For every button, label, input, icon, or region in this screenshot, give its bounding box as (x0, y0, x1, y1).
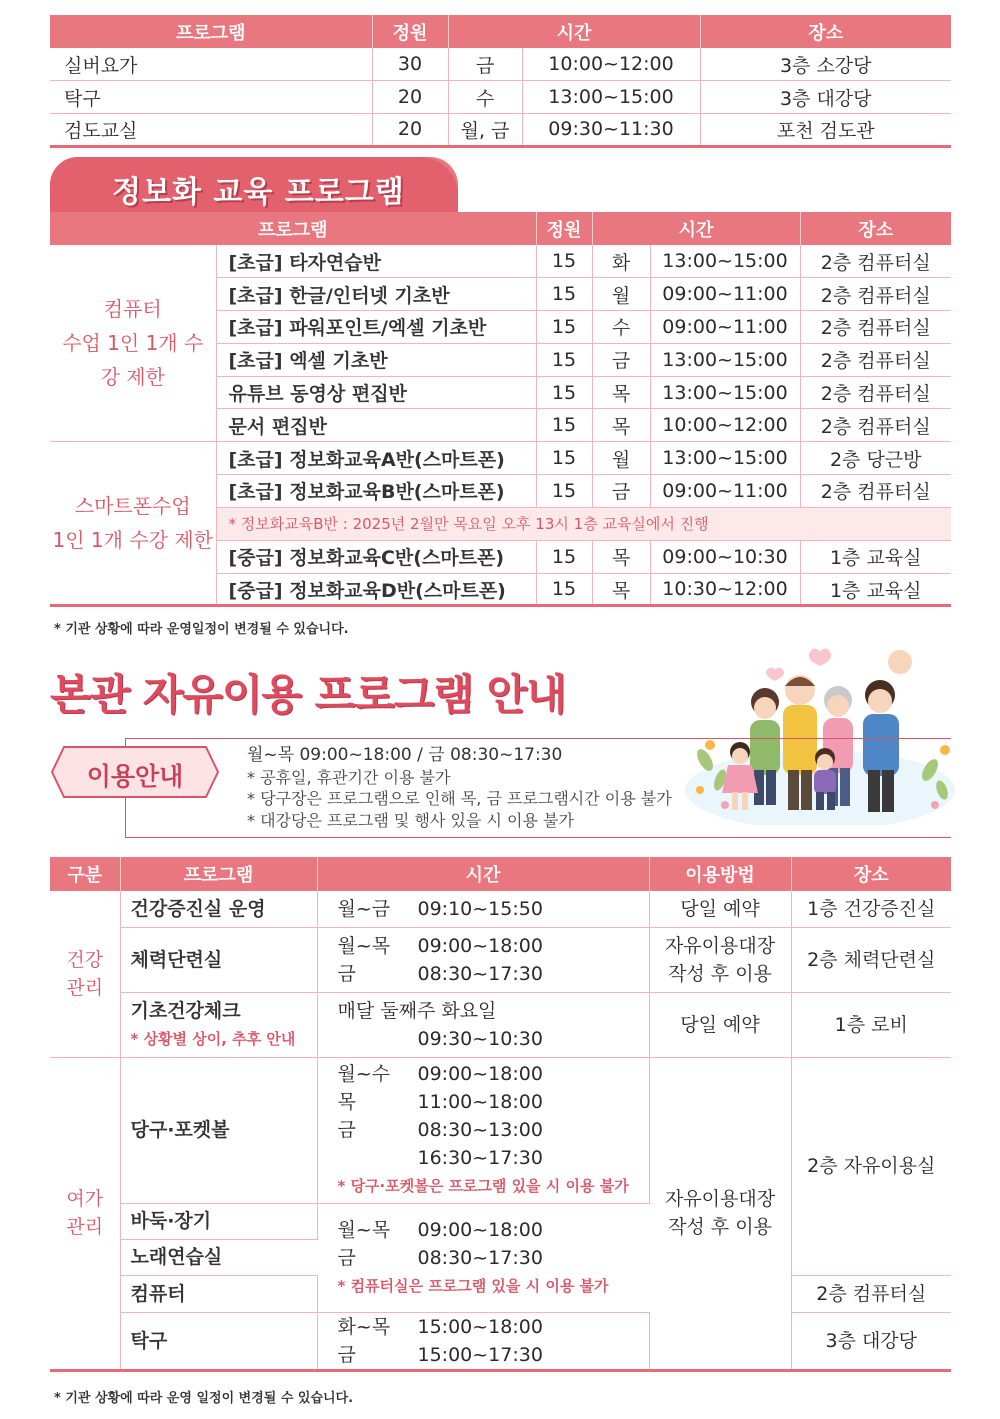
program-cell (120, 992, 317, 1057)
col-program: 프로그램 (50, 212, 536, 245)
usage-note: * 대강당은 프로그램 및 행사 있을 시 이용 불가 (247, 810, 574, 830)
program-name: [초급] 정보화교육B반(스마트폰) (216, 475, 536, 508)
section-tab (50, 157, 458, 212)
usage-note: * 공휴일, 휴관기간 이용 불가 (247, 767, 451, 787)
silver-program-table (50, 15, 951, 148)
time: 09:00~18:00 (417, 934, 543, 957)
time: 08:30~17:30 (417, 962, 543, 985)
day: 수 (592, 311, 650, 344)
day: 월~목 (337, 934, 391, 957)
program-name: [초급] 타자연습반 (216, 245, 536, 278)
day: 수 (448, 81, 522, 114)
place: 3층 대강당 (791, 1312, 951, 1370)
capacity: 15 (536, 343, 592, 376)
program-name: 바둑·장기 (120, 1203, 317, 1239)
col-place: 장소 (800, 212, 951, 245)
day: 목 (592, 573, 650, 606)
capacity: 15 (536, 540, 592, 573)
day: 월 (592, 278, 650, 311)
col-place: 장소 (791, 857, 951, 891)
day: 목 (337, 1091, 356, 1113)
place: 1층 건강증진실 (791, 891, 951, 927)
time-cell (317, 1312, 649, 1370)
free-use-program-table (50, 857, 951, 1372)
program-name: 탁구 (50, 81, 372, 114)
col-program: 프로그램 (50, 15, 372, 48)
day: 월~목 (337, 1218, 391, 1241)
place: 1층 로비 (791, 992, 951, 1057)
time: 13:00~15:00 (650, 245, 800, 278)
place: 2층 컴퓨터실 (800, 278, 951, 311)
time: 08:30~17:30 (417, 1246, 543, 1269)
time: 09:00~11:00 (650, 311, 800, 344)
col-time: 시간 (317, 857, 649, 891)
time: 15:00~18:00 (417, 1315, 543, 1338)
day: 화~목 (337, 1315, 391, 1338)
col-time: 시간 (592, 212, 800, 245)
day: 금 (448, 48, 522, 81)
group-computer: 컴퓨터 수업 1인 1개 수 강 제한 (50, 245, 216, 442)
program-name: 건강증진실 운영 (120, 891, 317, 927)
table-row (50, 891, 951, 927)
time: 09:00~10:30 (650, 540, 800, 573)
place: 2층 당근방 (800, 442, 951, 475)
table-row (50, 927, 951, 992)
day: 목 (592, 540, 650, 573)
table-row (50, 1057, 951, 1203)
table-row (50, 113, 951, 146)
method: 당일 예약 (649, 891, 791, 927)
time: 09:00~11:00 (650, 475, 800, 508)
usage-note: * 당구장은 프로그램으로 인해 목, 금 프로그램시간 이용 불가 (247, 789, 672, 808)
time-note: * 컴퓨터실은 프로그램 있을 시 이용 불가 (337, 1276, 609, 1295)
time: 09:30~11:30 (522, 113, 700, 146)
program-name: [초급] 파워포인트/엑셀 기초반 (216, 311, 536, 344)
table-row (50, 442, 951, 475)
table-header (50, 212, 951, 245)
time-cell (317, 992, 649, 1057)
method: 자유이용대장 작성 후 이용 (649, 1057, 791, 1370)
day: 금 (337, 962, 356, 985)
program-name: [초급] 한글/인터넷 기초반 (216, 278, 536, 311)
day: 금 (592, 475, 650, 508)
program-name: [중급] 정보화교육D반(스마트폰) (216, 573, 536, 606)
capacity: 15 (536, 442, 592, 475)
usage-badge (50, 745, 220, 799)
day: 월~수 (337, 1063, 391, 1085)
capacity: 15 (536, 573, 592, 606)
group-smartphone: 스마트폰수업 1인 1개 수강 제한 (50, 442, 216, 606)
program-name: 노래연습실 (120, 1239, 317, 1275)
program-name: 기초건강체크 (130, 999, 241, 1022)
method: 자유이용대장 작성 후 이용 (649, 927, 791, 992)
col-category: 구분 (50, 857, 120, 891)
day: 화 (592, 245, 650, 278)
time-text: 매달 둘째주 화요일 (337, 999, 497, 1022)
time: 16:30~17:30 (417, 1147, 543, 1169)
footnote: * 기관 상황에 따라 운영일정이 변경될 수 있습니다. (54, 622, 349, 637)
place: 3층 소강당 (700, 48, 951, 81)
place: 2층 컴퓨터실 (800, 245, 951, 278)
capacity: 15 (536, 376, 592, 409)
place: 2층 컴퓨터실 (800, 475, 951, 508)
col-time: 시간 (448, 15, 700, 48)
day: 금 (337, 1119, 356, 1141)
time: 13:00~15:00 (522, 81, 700, 114)
table-row (50, 48, 951, 81)
col-program: 프로그램 (120, 857, 317, 891)
day: 월 (592, 442, 650, 475)
time: 08:30~13:00 (417, 1119, 543, 1141)
place: 1층 교육실 (800, 540, 951, 573)
group-leisure: 여가 관리 (50, 1057, 120, 1370)
capacity: 15 (536, 409, 592, 442)
place: 2층 컴퓨터실 (800, 311, 951, 344)
program-name: [초급] 정보화교육A반(스마트폰) (216, 442, 536, 475)
day: 월, 금 (448, 113, 522, 146)
program-sub-note: * 상황별 상이, 추후 안내 (130, 1029, 296, 1048)
capacity: 30 (372, 48, 448, 81)
time: 10:00~12:00 (522, 48, 700, 81)
day: 금 (337, 1343, 356, 1366)
time-note: * 당구·포켓볼은 프로그램 있을 시 이용 불가 (337, 1177, 629, 1195)
table-row (50, 992, 951, 1057)
time-cell (317, 891, 649, 927)
time: 09:30~10:30 (417, 1027, 543, 1050)
time: 11:00~18:00 (417, 1091, 543, 1113)
table-row (50, 81, 951, 114)
col-capacity: 정원 (372, 15, 448, 48)
day: 목 (592, 376, 650, 409)
time: 13:00~15:00 (650, 343, 800, 376)
it-education-table (50, 212, 951, 607)
col-capacity: 정원 (536, 212, 592, 245)
table-header (50, 15, 951, 48)
usage-hours: 월~목 09:00~18:00 / 금 08:30~17:30 (247, 745, 563, 765)
place: 2층 컴퓨터실 (800, 343, 951, 376)
time: 15:00~17:30 (417, 1343, 543, 1366)
col-method: 이용방법 (649, 857, 791, 891)
time: 09:10~15:50 (417, 897, 543, 920)
capacity: 15 (536, 245, 592, 278)
table-row (50, 1312, 951, 1370)
section-title: 정보화 교육 프로그램 (112, 175, 405, 210)
usage-info-text (247, 745, 672, 831)
place: 2층 자유이용실 (791, 1057, 951, 1275)
program-name: 유튜브 동영상 편집반 (216, 376, 536, 409)
program-name: [초급] 엑셀 기초반 (216, 343, 536, 376)
capacity: 15 (536, 278, 592, 311)
table-header (50, 857, 951, 891)
program-name: 체력단련실 (120, 927, 317, 992)
program-name: 검도교실 (50, 113, 372, 146)
day: 목 (592, 409, 650, 442)
time: 10:30~12:00 (650, 573, 800, 606)
program-name: [중급] 정보화교육C반(스마트폰) (216, 540, 536, 573)
capacity: 20 (372, 81, 448, 114)
day: 금 (337, 1246, 356, 1269)
main-title: 본관 자유이용 프로그램 안내 (50, 670, 566, 719)
time-cell (317, 1057, 649, 1203)
time: 09:00~11:00 (650, 278, 800, 311)
day: 월~금 (337, 897, 391, 920)
capacity: 15 (536, 475, 592, 508)
group-health: 건강 관리 (50, 891, 120, 1057)
place: 포천 검도관 (776, 119, 875, 142)
time: 13:00~15:00 (650, 376, 800, 409)
time: 09:00~18:00 (417, 1063, 543, 1085)
method: 당일 예약 (649, 992, 791, 1057)
program-name: 실버요가 (50, 48, 372, 81)
place: 2층 컴퓨터실 (800, 376, 951, 409)
place: 1층 교육실 (800, 573, 951, 606)
capacity: 15 (536, 311, 592, 344)
program-name: 컴퓨터 (120, 1275, 317, 1312)
schedule-note: * 정보화교육B반 : 2025년 2월만 목요일 오후 13시 1층 교육실에서 진행 (216, 507, 951, 540)
day: 금 (592, 343, 650, 376)
footnote: * 기관 상황에 따라 운영 일정이 변경될 수 있습니다. (54, 1391, 354, 1406)
place: 2층 체력단련실 (791, 927, 951, 992)
program-name: 당구·포켓볼 (120, 1057, 317, 1203)
place: 2층 컴퓨터실 (791, 1275, 951, 1312)
time: 10:00~12:00 (650, 409, 800, 442)
capacity: 20 (372, 113, 448, 146)
time-cell (317, 927, 649, 992)
col-place: 장소 (700, 15, 951, 48)
time-cell (317, 1203, 649, 1312)
place: 3층 대강당 (700, 81, 951, 114)
program-name: 탁구 (120, 1312, 317, 1370)
place: 2층 컴퓨터실 (800, 409, 951, 442)
usage-badge-label: 이용안내 (86, 762, 184, 791)
time: 09:00~18:00 (417, 1218, 543, 1241)
time: 13:00~15:00 (650, 442, 800, 475)
program-name: 문서 편집반 (216, 409, 536, 442)
table-row (50, 245, 951, 278)
